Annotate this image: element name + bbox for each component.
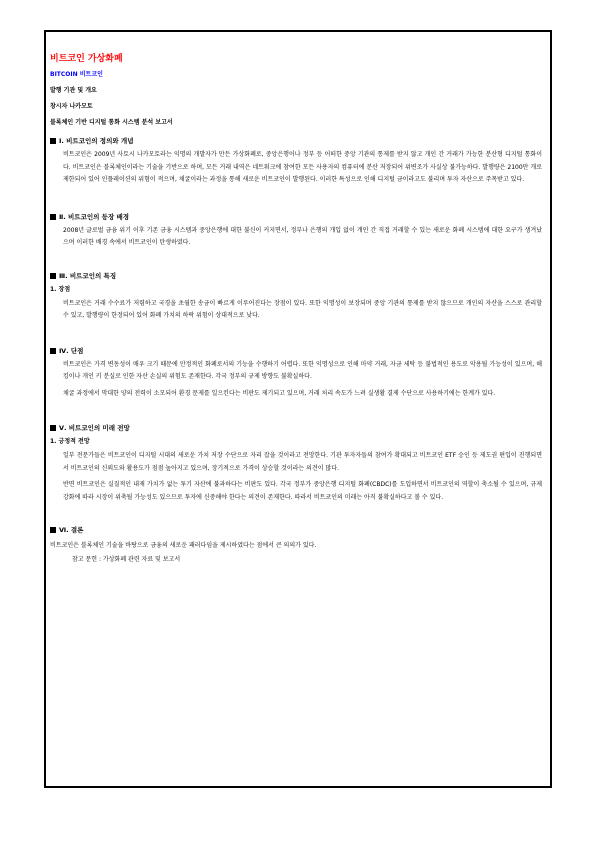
section-heading-text: Ⅵ. 결론: [59, 526, 84, 534]
section-heading: [50, 526, 544, 534]
body-paragraph: 일부 전문가들은 비트코인이 디지털 시대의 새로운 가치 저장 수단으로 자리 잡을 것이라고 전망한다. 기관 투자자들의 참여가 확대되고 비트코인 ETF 승인 등 제도권 편입이 진행되면서 비트코인의 신뢰도와 활용도가 점점 높아지고 있으며, 장기적으로 가격이 상승할 것이라는 의견이 많다.: [63, 452, 542, 472]
heading-bullet-icon: [50, 273, 56, 279]
section-heading-text: Ⅲ. 비트코인의 특징: [59, 271, 117, 280]
body-paragraph: 채굴 과정에서 막대한 양의 전력이 소모되어 환경 문제를 일으킨다는 비판도 제기되고 있으며, 거래 처리 속도가 느려 실생활 결제 수단으로 사용하기에는 한계가 있다.: [63, 389, 496, 397]
section-heading: [50, 424, 544, 432]
meta-line-3: 블록체인 기반 디지털 통화 시스템 분석 보고서: [50, 119, 173, 126]
heading-bullet-icon: [50, 527, 56, 533]
section-heading-text: Ⅳ. 단점: [59, 346, 84, 355]
meta-line-1: 발행 기관 및 개요: [50, 87, 97, 94]
heading-bullet-icon: [50, 348, 56, 354]
section-heading-text: Ⅰ. 비트코인의 정의와 개념: [59, 137, 134, 145]
section: [50, 347, 544, 401]
meta-line-2: 창시자 나카모토: [50, 103, 93, 110]
reference-line: 참고 문헌 : 가상화폐 관련 자료 및 보고서: [72, 556, 181, 563]
section-heading: [50, 213, 544, 221]
document-sections: [50, 137, 544, 564]
subsection-heading: 1. 장점: [50, 285, 71, 293]
section: [50, 137, 544, 187]
section: [50, 272, 544, 323]
body-paragraph: 비트코인은 2009년 사토시 나카모토라는 익명의 개발자가 만든 가상화폐로, 중앙은행이나 정부 등 어떠한 중앙 기관의 통제를 받지 않고 개인 간 거래가 가능한 분산형 디지털 통화이다. 비트코인은 블록체인이라는 기술을 기반으로 하며, 모든 거래 내역은 네트워크에 참여한 모든 사용자의 컴퓨터에 분산 저장되어 위변조가 사실상 불가능하다. 발행량은 2100만 개로 제한되어 있어 인플레이션의 위험이 적으며, 채굴이라는 과정을 통해 새로운 비트코인이 발행된다. 이러한 특성으로 인해 디지털 금이라고도 불리며 투자 자산으로 주목받고 있다.: [63, 151, 542, 183]
heading-bullet-icon: [50, 425, 56, 431]
section: [50, 526, 544, 564]
section: [50, 213, 544, 250]
heading-bullet-icon: [50, 214, 56, 220]
document-subtitle: BITCOIN 비트코인: [50, 71, 103, 78]
body-paragraph: 반면 비트코인은 실질적인 내재 가치가 없는 투기 자산에 불과하다는 비판도 있다. 각국 정부가 중앙은행 디지털 화폐(CBDC)를 도입하면서 비트코인의 역할이 축소될 수 있으며, 규제 강화에 따라 시장이 위축될 가능성도 있으므로 투자에 신중해야 한다는 의견이 존재한다. 따라서 비트코인의 미래는 아직 불확실하다고 볼 수 있다.: [63, 481, 542, 501]
section-heading: [50, 137, 544, 145]
section: [50, 424, 544, 504]
section-heading: [50, 347, 544, 355]
section-heading-text: Ⅴ. 비트코인의 미래 전망: [59, 424, 130, 432]
section-heading: [50, 272, 544, 280]
subsection-heading: 1. 긍정적 전망: [50, 438, 90, 445]
document-title: 비트코인 가상화폐: [50, 54, 123, 64]
document-content: [50, 54, 544, 564]
body-line: 비트코인은 블록체인 기술을 바탕으로 금융의 새로운 패러다임을 제시하였다는 점에서 큰 의의가 있다.: [50, 542, 317, 549]
body-paragraph: 2008년 글로벌 금융 위기 이후 기존 금융 시스템과 중앙은행에 대한 불신이 커지면서, 정부나 은행의 개입 없이 개인 간 직접 거래할 수 있는 새로운 화폐 시스템에 대한 요구가 생겨났으며 이러한 배경 속에서 비트코인이 탄생하였다.: [63, 226, 542, 246]
body-paragraph: 비트코인은 가격 변동성이 매우 크기 때문에 안정적인 화폐로서의 기능을 수행하기 어렵다. 또한 익명성으로 인해 마약 거래, 자금 세탁 등 불법적인 용도로 악용될 가능성이 있으며, 해킹이나 개인 키 분실로 인한 자산 손실의 위험도 존재한다. 각국 정부의 규제 방향도 불확실하다.: [63, 360, 542, 380]
heading-bullet-icon: [50, 138, 56, 144]
document-page: [44, 30, 552, 788]
section-heading-text: Ⅱ. 비트코인의 등장 배경: [59, 212, 130, 221]
body-paragraph: 비트코인은 거래 수수료가 저렴하고 국경을 초월한 송금이 빠르게 이루어진다는 장점이 있다. 또한 익명성이 보장되며 중앙 기관의 통제를 받지 않으므로 개인의 자산을 스스로 관리할 수 있고, 발행량이 한정되어 있어 화폐 가치의 하락 위험이 상대적으로 낮다.: [63, 299, 542, 319]
